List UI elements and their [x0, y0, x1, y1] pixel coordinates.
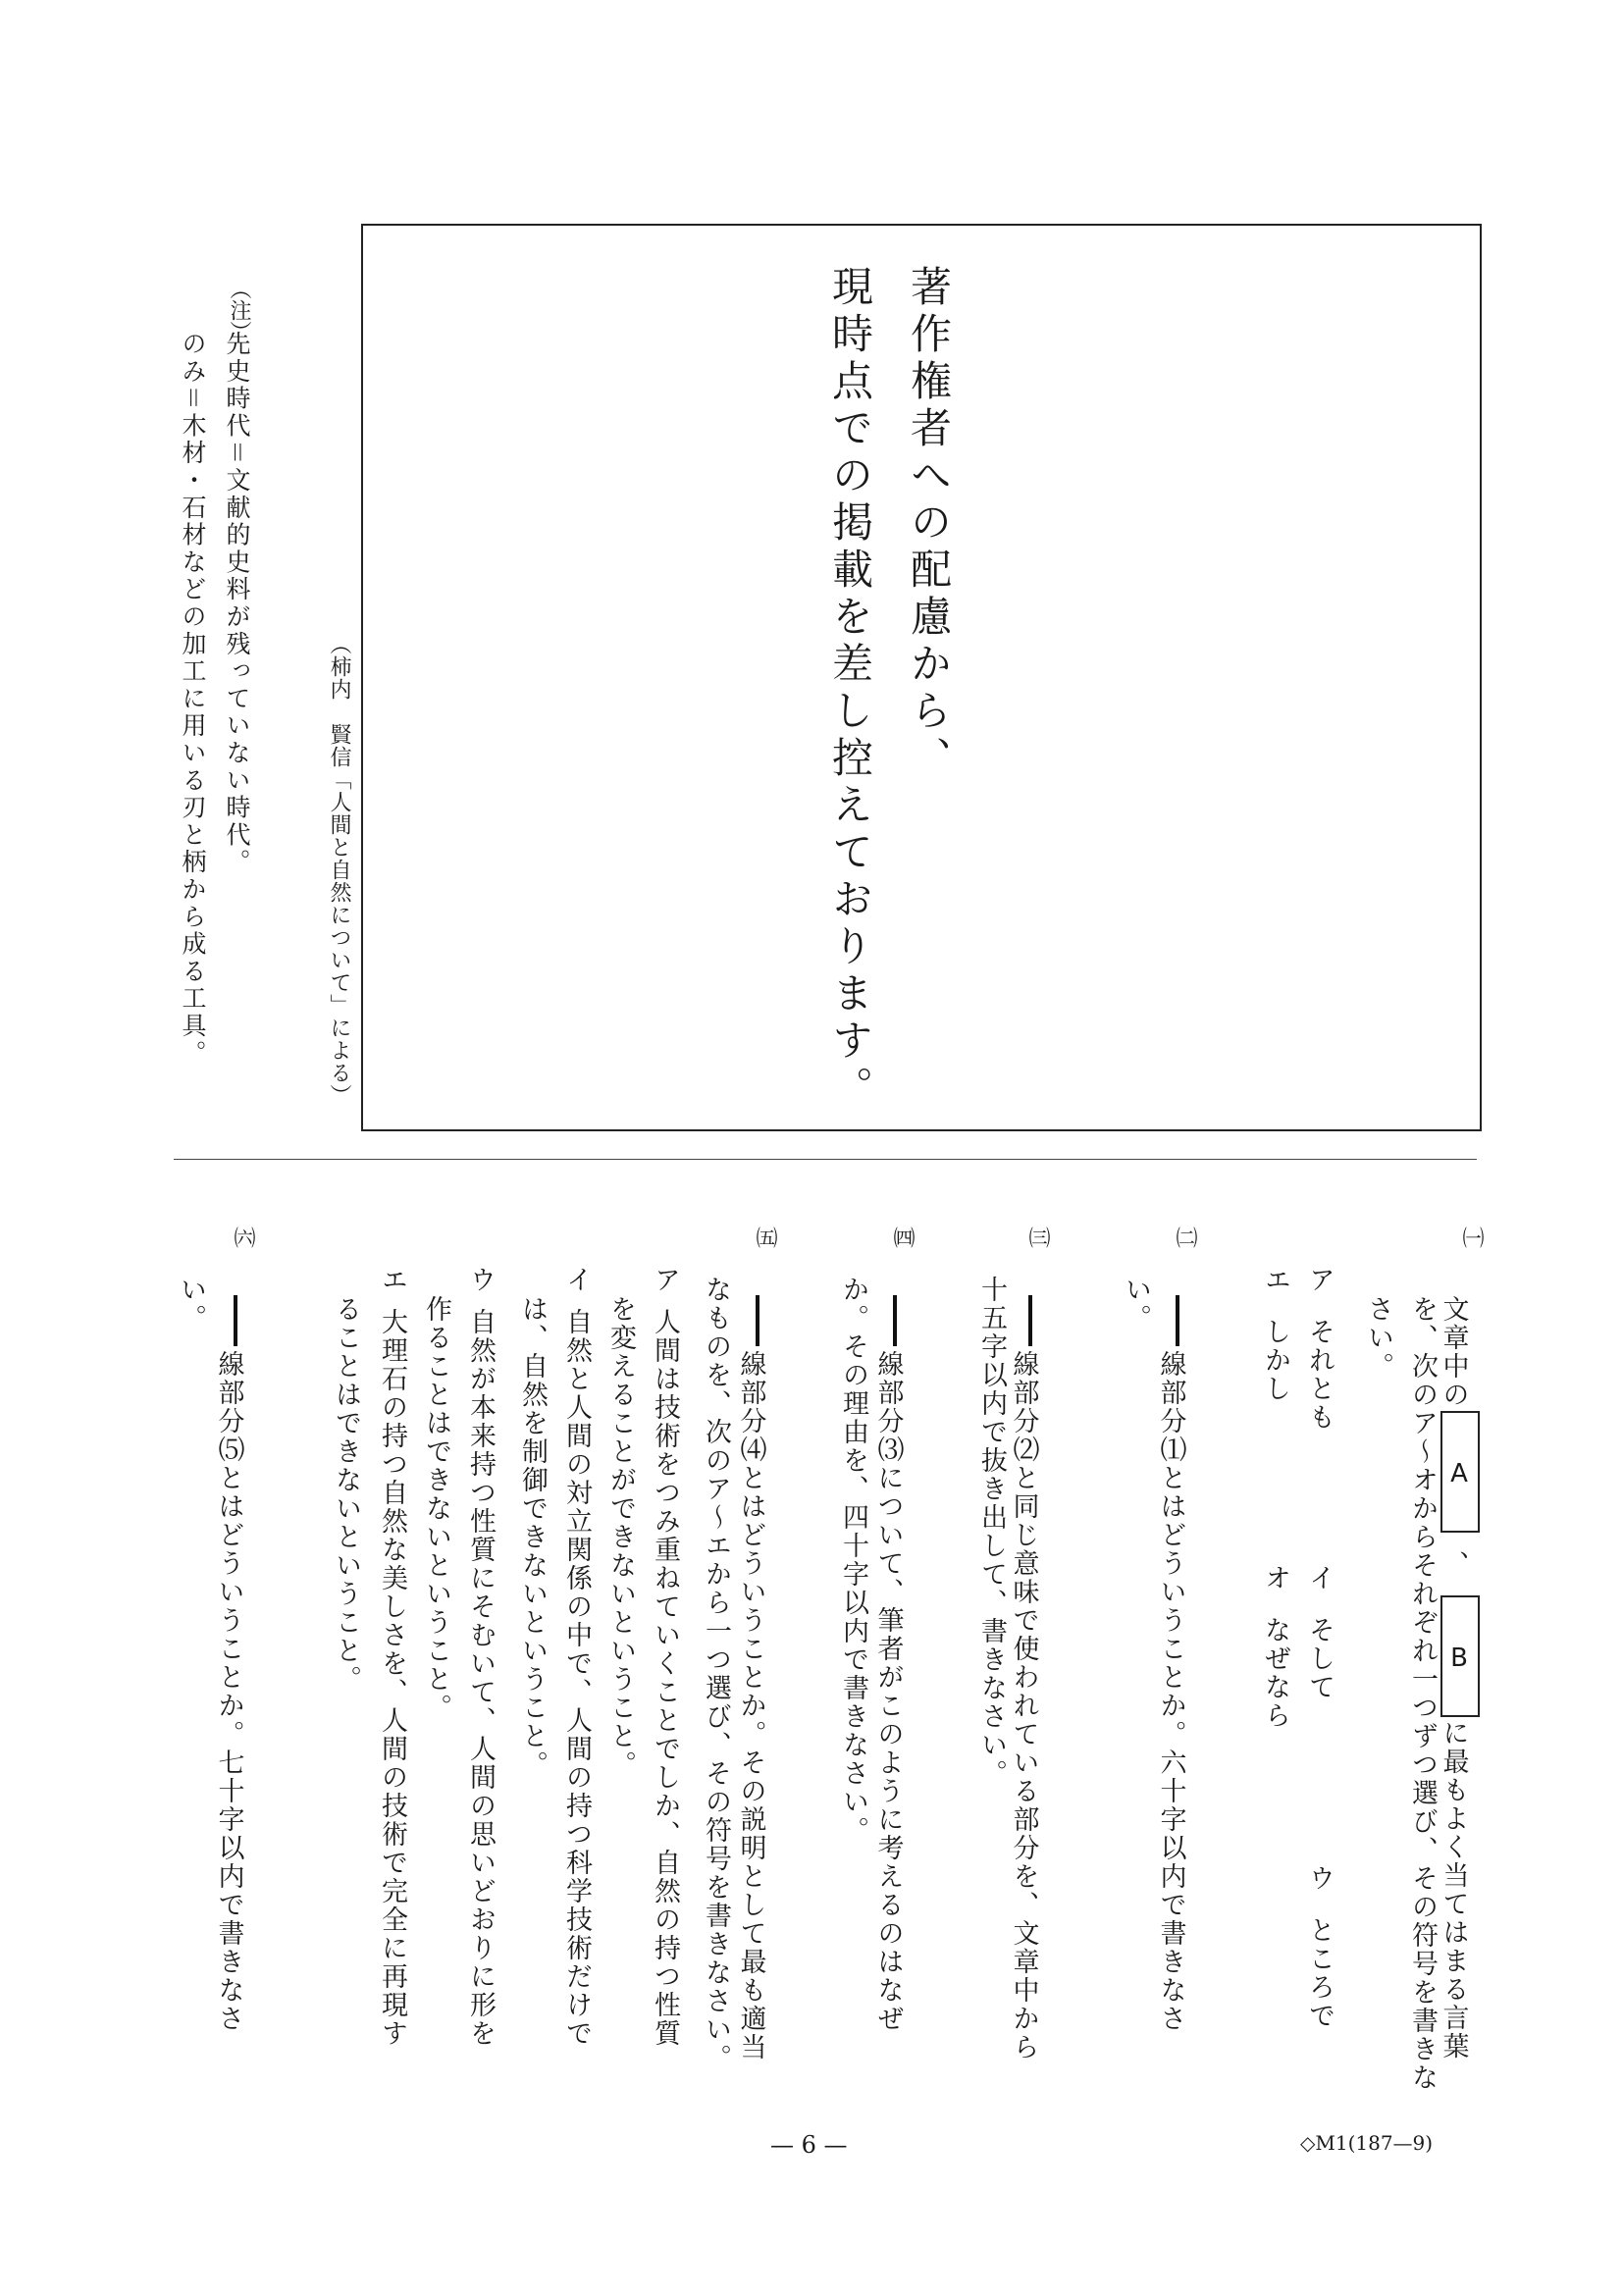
option-u — [462, 1266, 494, 2048]
choice-letter: オ — [1260, 1564, 1290, 1592]
note-item: 先史時代＝文献的史料が残っていない時代。 — [223, 331, 251, 876]
choice-text: ところで — [1304, 1916, 1335, 2030]
question-4-text: 線部分⑶について、筆者がこのように考えるのはなぜ — [872, 1350, 904, 2033]
choice-text: それとも — [1304, 1318, 1335, 1432]
underline-marker — [1028, 1295, 1032, 1346]
question-2-label: ㈡ — [1173, 1226, 1197, 1248]
choice-i — [1301, 1564, 1333, 1701]
page-number: — 6 — — [770, 2131, 848, 2159]
blank-box-a: A — [1440, 1411, 1480, 1533]
choice-letter: エ — [1260, 1266, 1290, 1294]
question-1-label: ㈠ — [1459, 1226, 1484, 1248]
question-6-label: ㈥ — [231, 1226, 255, 1248]
question-5-line-2: なものを、次のア～エから一つ選び、その符号を書きなさい。 — [701, 1276, 731, 2072]
option-letter: ア — [650, 1266, 680, 1294]
question-6-line-1 — [213, 1295, 251, 2033]
question-5-label: ㈤ — [753, 1226, 777, 1248]
citation: （柿内 賢信「人間と自然について」による） — [327, 633, 351, 1107]
underline-marker — [1176, 1295, 1179, 1346]
question-1-line-3: さい。 — [1363, 1295, 1393, 1381]
copyright-notice-line-2: 現時点での掲載を差し控えております。 — [826, 265, 874, 1113]
question-6-line-2: い。 — [176, 1276, 206, 1332]
choice-text: なぜなら — [1260, 1616, 1290, 1730]
question-1-line-1 — [1438, 1295, 1480, 2061]
blank-box-b: B — [1440, 1595, 1480, 1717]
option-letter: イ — [561, 1266, 592, 1294]
option-e-continued: ることはできないということ。 — [331, 1295, 361, 1694]
question-3-line-1 — [1008, 1295, 1046, 2061]
option-i — [558, 1266, 590, 2048]
exam-code: ◇M1(187—9) — [1300, 2131, 1434, 2155]
separator: 、 — [1438, 1549, 1469, 1579]
underline-marker — [893, 1295, 897, 1346]
option-a-continued: を変えることができないということ。 — [605, 1295, 636, 1779]
question-2-line-2: い。 — [1121, 1276, 1151, 1332]
choice-letter: ウ — [1304, 1864, 1335, 1893]
choice-text: そして — [1304, 1616, 1335, 1701]
choice-a — [1301, 1266, 1333, 1432]
copyright-notice-line-1: 著作権者への配慮から、 — [905, 265, 953, 783]
notes-label: （注） — [227, 278, 251, 342]
option-e — [374, 1266, 405, 2048]
option-a — [647, 1266, 678, 2048]
question-4-line-1 — [872, 1295, 911, 2033]
question-5-text: 線部分⑷とはどういうことか。その説明として最も適当 — [735, 1350, 766, 2061]
question-2-text: 線部分⑴とはどういうことか。六十字以内で書きなさ — [1155, 1350, 1186, 2033]
option-letter: エ — [377, 1266, 407, 1294]
question-4-label: ㈣ — [890, 1226, 915, 1248]
question-5-line-1 — [735, 1295, 773, 2061]
choice-text: しかし — [1260, 1318, 1290, 1403]
option-text: 自然が本来持つ性質にそむいて、人間の思いどおりに形を — [465, 1308, 496, 2048]
question-3-text: 線部分⑵と同じ意味で使われている部分を、文章中から — [1008, 1350, 1039, 2061]
option-text: 自然と人間の対立関係の中で、人間の持つ科学技術だけで — [561, 1308, 592, 2048]
question-4-line-2: か。その理由を、四十字以内で書きなさい。 — [838, 1276, 868, 1845]
choice-e — [1257, 1266, 1288, 1403]
choice-o — [1257, 1564, 1288, 1730]
note-item: のみ＝木材・石材などの加工に用いる刃と柄から成る工具。 — [179, 331, 207, 1068]
option-letter: ウ — [465, 1266, 496, 1294]
question-1-text-after: に最もよく当てはまる言葉 — [1438, 1719, 1469, 2061]
underline-marker — [756, 1295, 759, 1346]
question-6-text: 線部分⑸とはどういうことか。七十字以内で書きなさ — [213, 1350, 244, 2033]
question-1-text-before: 文章中の — [1438, 1295, 1469, 1409]
choice-letter: イ — [1304, 1564, 1335, 1592]
choice-letter: ア — [1304, 1266, 1335, 1294]
question-3-line-2: 十五字以内で抜き出して、書きなさい。 — [976, 1276, 1007, 1788]
question-3-label: ㈢ — [1025, 1226, 1050, 1248]
option-u-continued: 作ることはできないということ。 — [421, 1295, 451, 1722]
choice-u — [1301, 1864, 1333, 2030]
section-divider — [174, 1159, 1477, 1160]
option-i-continued: は、自然を制御できないということ。 — [517, 1295, 548, 1779]
option-text: 大理石の持つ自然な美しさを、人間の技術で完全に再現す — [377, 1308, 407, 2048]
option-text: 人間は技術をつみ重ねていくことでしか、自然の持つ性質 — [650, 1308, 680, 2048]
underline-marker — [234, 1295, 237, 1346]
question-2-line-1 — [1155, 1295, 1193, 2033]
question-1-line-2: を、次のア～オからそれぞれ一つずつ選び、その符号を書きな — [1407, 1295, 1438, 2092]
